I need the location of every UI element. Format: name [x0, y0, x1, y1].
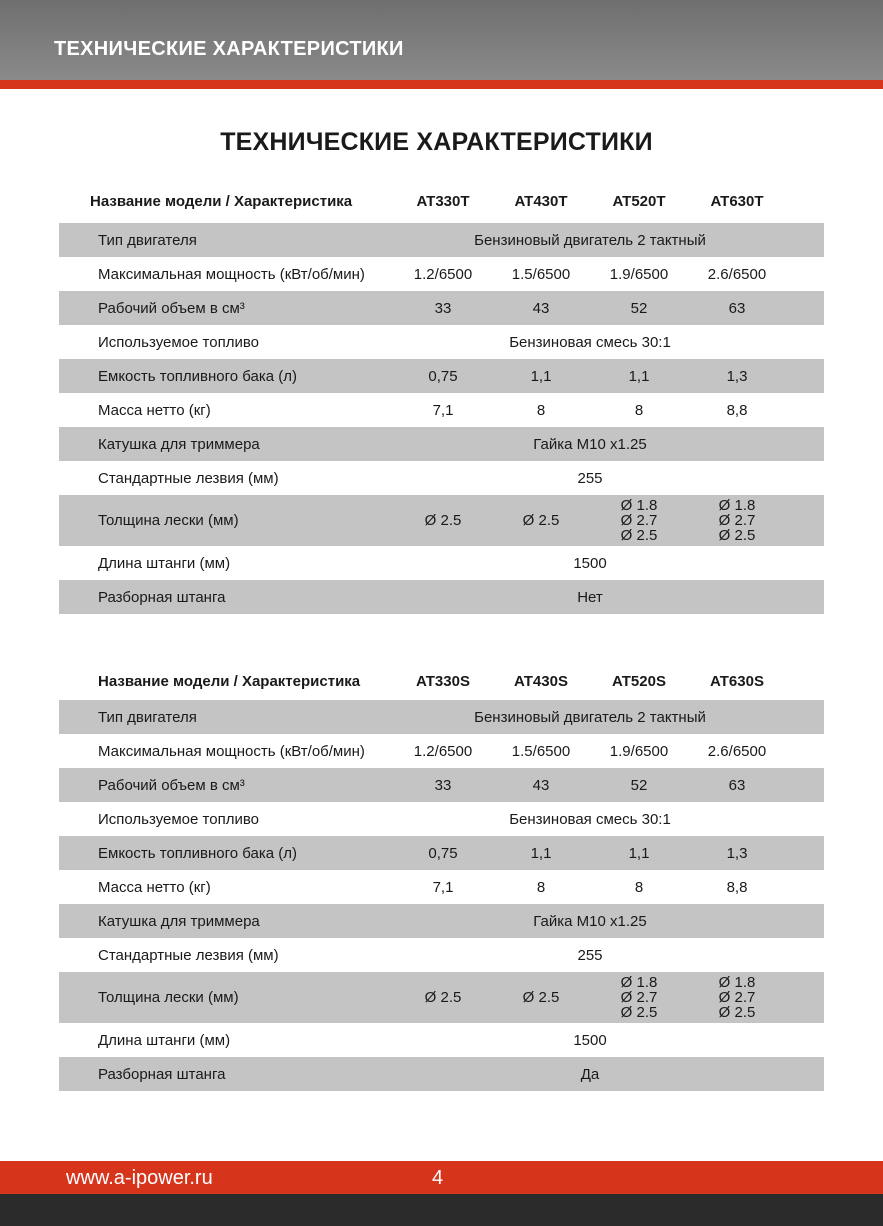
row-value: 0,75	[428, 844, 458, 862]
stack-line: Ø 2.7	[718, 512, 756, 529]
table-row	[59, 700, 824, 734]
row-value: 1.9/6500	[609, 742, 669, 760]
row-label: Катушка для триммера	[98, 912, 260, 930]
row-value: 8	[536, 878, 546, 896]
row-value: Ø 2.5	[522, 989, 560, 1006]
page-number: 4	[432, 1167, 444, 1189]
row-label: Длина штанги (мм)	[98, 554, 231, 572]
row-value-stack	[697, 495, 777, 546]
row-label: Масса нетто (кг)	[98, 401, 211, 419]
row-label: Максимальная мощность (кВт/об/мин)	[98, 742, 365, 760]
row-value: 1.5/6500	[511, 742, 571, 760]
row-span-value: Бензиновый двигатель 2 тактный	[474, 231, 706, 249]
stack-line: Ø 2.7	[620, 512, 658, 529]
row-label: Толщина лески (мм)	[98, 989, 239, 1006]
header-label: Название модели / Характеристика	[98, 672, 361, 690]
row-value: Ø 2.5	[424, 989, 462, 1006]
row-value: Ø 2.5	[424, 512, 462, 529]
row-label: Стандартные лезвия (мм)	[98, 946, 279, 964]
row-value: 1,1	[628, 844, 650, 862]
row-label: Используемое топливо	[98, 810, 259, 828]
table-row	[59, 223, 824, 257]
row-span-value: Бензиновая смесь 30:1	[509, 333, 671, 351]
stack-line: Ø 2.5	[718, 1004, 756, 1021]
table-row	[59, 291, 824, 325]
table-row	[59, 580, 824, 614]
table-row	[59, 870, 824, 904]
row-value: 2.6/6500	[707, 742, 767, 760]
row-value: 7,1	[432, 878, 454, 896]
row-value: 1.2/6500	[413, 265, 473, 283]
row-value: 8	[634, 401, 644, 419]
table-row	[59, 1057, 824, 1091]
stack-line: Ø 1.8	[718, 497, 756, 514]
table-row	[59, 257, 824, 291]
row-value: 52	[630, 299, 648, 317]
row-value: 1,1	[530, 367, 552, 385]
row-span-value: 255	[577, 469, 603, 487]
website-link[interactable]: www.a-ipower.ru	[66, 1167, 213, 1189]
row-value: Ø 2.5	[522, 512, 560, 529]
row-value: 1.9/6500	[609, 265, 669, 283]
table-row	[59, 1023, 824, 1057]
row-label: Стандартные лезвия (мм)	[98, 469, 279, 487]
table-row	[59, 546, 824, 580]
stack-line: Ø 2.5	[620, 527, 658, 544]
model-name: AT630T	[710, 192, 764, 210]
row-span-value: 255	[577, 946, 603, 964]
row-label: Катушка для триммера	[98, 435, 260, 453]
spec-table-s	[59, 666, 824, 1091]
row-value: 1,3	[726, 844, 748, 862]
row-value: 8	[634, 878, 644, 896]
stack-line: Ø 1.8	[718, 974, 756, 991]
table-row	[59, 734, 824, 768]
row-span-value: Нет	[577, 588, 603, 606]
page-title: ТЕХНИЧЕСКИЕ ХАРАКТЕРИСТИКИ	[220, 128, 653, 156]
row-value-stack	[599, 972, 679, 1023]
row-span-value: Бензиновая смесь 30:1	[509, 810, 671, 828]
row-label: Емкость топливного бака (л)	[98, 844, 298, 862]
footer-dark-strip	[0, 1194, 883, 1226]
table-row	[59, 427, 824, 461]
table-row	[59, 802, 824, 836]
row-value: 1.2/6500	[413, 742, 473, 760]
row-label: Масса нетто (кг)	[98, 878, 211, 896]
stack-line: Ø 1.8	[620, 497, 658, 514]
row-label: Рабочий объем в см³	[98, 299, 245, 317]
row-value: 1.5/6500	[511, 265, 571, 283]
row-value: 63	[728, 299, 746, 317]
row-label: Тип двигателя	[98, 231, 197, 249]
row-value: 33	[434, 776, 452, 794]
row-span-value: Гайка M10 x1.25	[533, 435, 647, 453]
row-label: Максимальная мощность (кВт/об/мин)	[98, 265, 365, 283]
model-name: AT330S	[416, 672, 470, 690]
top-header-bar	[0, 0, 883, 80]
section-title: ТЕХНИЧЕСКИЕ ХАРАКТЕРИСТИКИ	[54, 38, 404, 60]
stack-line: Ø 1.8	[620, 974, 658, 991]
model-name: AT430T	[514, 192, 568, 210]
row-value: 33	[434, 299, 452, 317]
row-value-stack	[697, 972, 777, 1023]
row-value: 8,8	[726, 878, 748, 896]
row-label: Тип двигателя	[98, 708, 197, 726]
table-row	[59, 359, 824, 393]
row-span-value: 1500	[573, 1031, 607, 1049]
row-value: 1,3	[726, 367, 748, 385]
model-name: AT630S	[710, 672, 764, 690]
row-value: 8	[536, 401, 546, 419]
row-label: Длина штанги (мм)	[98, 1031, 231, 1049]
table-header-row	[59, 186, 824, 216]
table-row	[59, 938, 824, 972]
table-row	[59, 393, 824, 427]
row-label: Используемое топливо	[98, 333, 259, 351]
row-value: 8,8	[726, 401, 748, 419]
row-span-value: Да	[580, 1065, 600, 1083]
row-span-value: 1500	[573, 554, 607, 572]
model-name: AT430S	[514, 672, 568, 690]
stack-line: Ø 2.7	[620, 989, 658, 1006]
row-value: 43	[532, 299, 550, 317]
row-label: Разборная штанга	[98, 1065, 226, 1083]
row-value: 63	[728, 776, 746, 794]
model-name: AT330T	[416, 192, 470, 210]
top-accent-stripe	[0, 80, 883, 89]
table-row	[59, 325, 824, 359]
row-span-value: Бензиновый двигатель 2 тактный	[474, 708, 706, 726]
row-value: 43	[532, 776, 550, 794]
header-label: Название модели / Характеристика	[90, 192, 353, 210]
row-value: 1,1	[530, 844, 552, 862]
table-row	[59, 495, 824, 546]
stack-line: Ø 2.5	[718, 527, 756, 544]
model-name: AT520S	[612, 672, 666, 690]
row-label: Разборная штанга	[98, 588, 226, 606]
row-label: Толщина лески (мм)	[98, 512, 239, 529]
table-row	[59, 972, 824, 1023]
row-span-value: Гайка M10 x1.25	[533, 912, 647, 930]
stack-line: Ø 2.7	[718, 989, 756, 1006]
row-value: 7,1	[432, 401, 454, 419]
row-label: Емкость топливного бака (л)	[98, 367, 298, 385]
table-row	[59, 461, 824, 495]
table-row	[59, 768, 824, 802]
spec-table-t	[59, 186, 824, 614]
row-value: 2.6/6500	[707, 265, 767, 283]
table-row	[59, 904, 824, 938]
row-label: Рабочий объем в см³	[98, 776, 245, 794]
row-value-stack	[599, 495, 679, 546]
row-value: 52	[630, 776, 648, 794]
row-value: 1,1	[628, 367, 650, 385]
row-value: 0,75	[428, 367, 458, 385]
stack-line: Ø 2.5	[620, 1004, 658, 1021]
table-row	[59, 836, 824, 870]
table-header-row	[59, 666, 824, 696]
model-name: AT520T	[612, 192, 666, 210]
footer-bar	[0, 1161, 883, 1194]
